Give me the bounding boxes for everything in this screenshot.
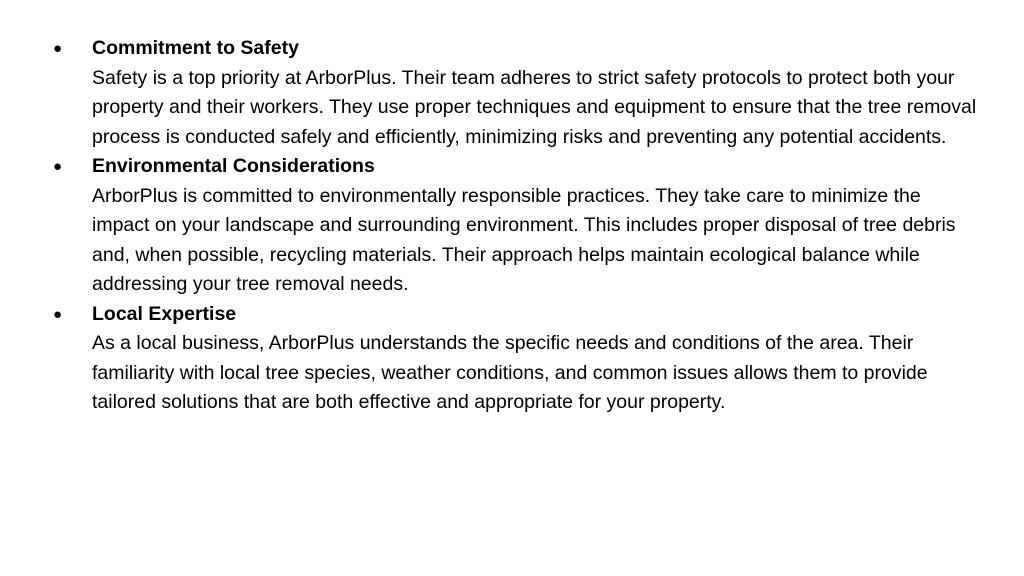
item-heading: Commitment to Safety <box>92 37 299 59</box>
bullet-icon: ● <box>53 305 63 323</box>
item-heading: Local Expertise <box>92 302 237 325</box>
item-paragraph: As a local business, ArborPlus understands the specific needs and conditions of the area. Their familiarity with local tree species, weather conditions, and common issues allows them to provide tailored solutions that are both effective and appropriate for your property. <box>92 332 928 413</box>
list-item-local-expertise <box>0 300 1024 418</box>
item-paragraph: Safety is a top priority at ArborPlus. Their team adheres to strict safety protocols to protect both your property and their workers. They use proper techniques and equipment to ensure that the tree removal process is conducted safely and efficiently, minimizing risks and preventing any potential accidents. <box>92 66 977 148</box>
bullet-icon: ● <box>53 40 63 57</box>
item-paragraph: ArborPlus is committed to environmentally responsible practices. They take care to minimize the impact on your landscape and surrounding environment. This includes proper disposal of tree debris and, when possible, recycling materials. Their approach helps maintain ecological balance while addressing your tree removal needs. <box>92 184 956 295</box>
list-item-environmental-considerations <box>0 152 1024 300</box>
bullet-icon: ● <box>53 158 63 175</box>
document-body <box>0 34 1024 418</box>
item-heading: Environmental Considerations <box>92 155 375 177</box>
list-item-commitment-to-safety <box>0 34 1024 152</box>
